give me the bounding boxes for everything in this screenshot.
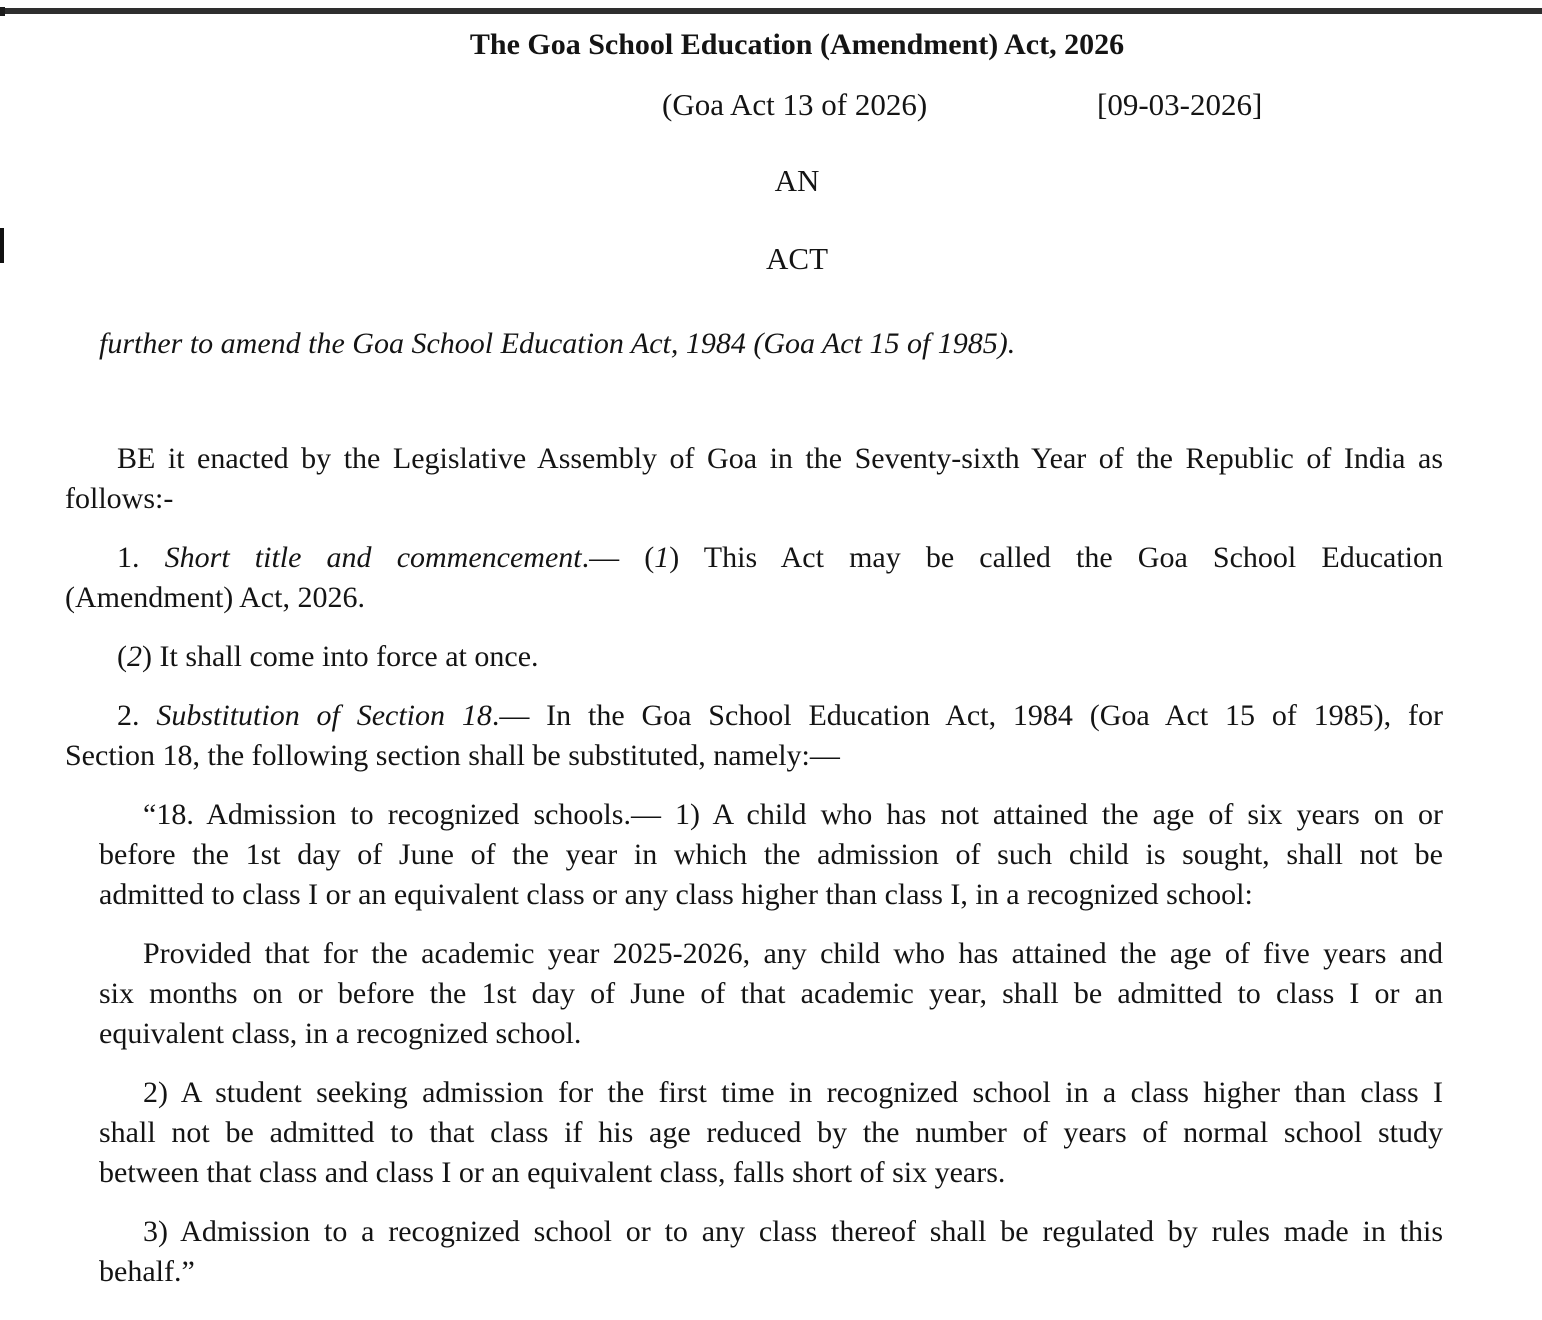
paragraph-section-1	[65, 538, 1443, 618]
document-title: The Goa School Education (Amendment) Act, 2026	[469, 28, 1125, 61]
top-border-bar	[0, 8, 1542, 14]
enactment-date: [09-03-2026]	[1097, 87, 1263, 122]
text-line: equivalent class, in a recognized school.	[99, 1017, 582, 1050]
paragraph-quote-18-sub1	[99, 795, 1443, 915]
text-line: 2. Substitution of Section 18.— In the Goa School Education Act, 1984 (Goa Act 15 of 1985), for	[117, 699, 1443, 732]
act-label: ACT	[766, 241, 828, 276]
act-number: (Goa Act 13 of 2026)	[662, 87, 928, 122]
text-line: follows:-	[65, 482, 174, 515]
document-body	[0, 439, 1542, 1292]
text-line: 3) Admission to a recognized school or to any class thereof shall be regulated by rules made in this	[143, 1215, 1443, 1248]
left-edge-mark	[0, 228, 4, 263]
text-line: before the 1st day of June of the year in which the admission of such child is sought, shall not be	[99, 838, 1443, 871]
text-line: 2) A student seeking admission for the first time in recognized school in a class higher than class I	[143, 1076, 1443, 1109]
text-line: admitted to class I or an equivalent class or any class higher than class I, in a recognized school:	[99, 878, 1253, 911]
paragraph-enacting-clause	[65, 439, 1443, 519]
paragraph-section-2	[65, 696, 1443, 776]
document-header	[0, 25, 1542, 364]
text-line: 1. Short title and commencement.— (1) This Act may be called the Goa School Education	[117, 541, 1444, 574]
paragraph-quote-18-sub3	[99, 1212, 1443, 1292]
text-line: (2) It shall come into force at once.	[117, 640, 539, 673]
text-line: Section 18, the following section shall be substituted, namely:—	[65, 739, 840, 772]
text-line: shall not be admitted to that class if his age reduced by the number of years of normal school study	[99, 1116, 1443, 1149]
paragraph-quote-18-sub2	[99, 1073, 1443, 1193]
text-line: BE it enacted by the Legislative Assembly of Goa in the Seventy-sixth Year of the Republic of India as	[117, 442, 1443, 475]
text-line: Provided that for the academic year 2025-2026, any child who has attained the age of five years and	[143, 937, 1443, 970]
act-number-line	[0, 85, 1542, 125]
text-line: (Amendment) Act, 2026.	[65, 581, 365, 614]
paragraph-section-1-sub2	[65, 637, 1443, 677]
text-line: six months on or before the 1st day of June of that academic year, shall be admitted to class I or an	[99, 977, 1443, 1010]
text-line: between that class and class I or an equivalent class, falls short of six years.	[99, 1156, 1006, 1189]
an-label: AN	[774, 163, 820, 198]
preamble-text: further to amend the Goa School Education Act, 1984 (Goa Act 15 of 1985).	[99, 327, 1016, 360]
text-line: “18. Admission to recognized schools.— 1) A child who has not attained the age of six years on or	[143, 798, 1443, 831]
top-border-cap	[0, 7, 5, 16]
text-line: behalf.”	[99, 1255, 195, 1288]
paragraph-quote-18-proviso	[99, 934, 1443, 1054]
